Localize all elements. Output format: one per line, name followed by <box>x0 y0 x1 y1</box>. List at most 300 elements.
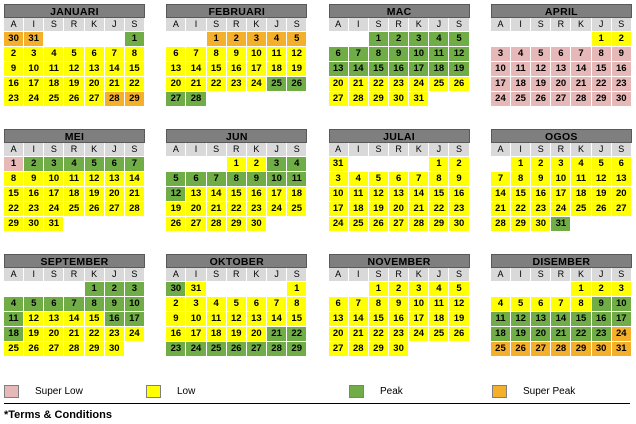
day-cell[interactable]: 4 <box>64 157 84 172</box>
day-cell[interactable]: 5 <box>166 172 186 187</box>
day-cell[interactable]: 9 <box>592 297 612 312</box>
day-cell[interactable]: 23 <box>449 202 469 217</box>
day-cell[interactable]: 15 <box>571 312 591 327</box>
day-cell[interactable]: 6 <box>186 172 206 187</box>
day-cell[interactable]: 17 <box>247 62 267 77</box>
day-cell[interactable]: 18 <box>429 62 449 77</box>
day-cell[interactable]: 4 <box>511 47 531 62</box>
day-cell[interactable]: 4 <box>287 157 307 172</box>
day-cell[interactable]: 10 <box>409 297 429 312</box>
day-cell[interactable]: 12 <box>592 172 612 187</box>
day-cell[interactable]: 4 <box>491 297 511 312</box>
day-cell[interactable]: 12 <box>227 312 247 327</box>
day-cell[interactable]: 22 <box>287 327 307 342</box>
day-cell[interactable]: 23 <box>166 342 186 357</box>
day-cell[interactable]: 30 <box>389 92 409 107</box>
day-cell[interactable]: 29 <box>511 217 531 232</box>
day-cell[interactable]: 11 <box>511 62 531 77</box>
day-cell[interactable]: 20 <box>85 77 105 92</box>
day-cell[interactable]: 27 <box>105 202 125 217</box>
day-cell[interactable]: 8 <box>369 47 389 62</box>
day-cell[interactable]: 25 <box>4 342 24 357</box>
day-cell[interactable]: 11 <box>287 172 307 187</box>
day-cell[interactable]: 27 <box>247 342 267 357</box>
day-cell[interactable]: 25 <box>491 342 511 357</box>
day-cell[interactable]: 31 <box>409 92 429 107</box>
day-cell[interactable]: 20 <box>186 202 206 217</box>
day-cell[interactable]: 6 <box>389 172 409 187</box>
day-cell[interactable]: 5 <box>369 172 389 187</box>
day-cell[interactable]: 3 <box>612 282 632 297</box>
day-cell[interactable]: 24 <box>409 77 429 92</box>
day-cell[interactable]: 28 <box>349 92 369 107</box>
day-cell[interactable]: 16 <box>4 77 24 92</box>
day-cell[interactable]: 25 <box>429 327 449 342</box>
day-cell[interactable]: 2 <box>4 47 24 62</box>
day-cell[interactable]: 7 <box>551 297 571 312</box>
day-cell[interactable]: 21 <box>571 77 591 92</box>
day-cell[interactable]: 26 <box>449 327 469 342</box>
day-cell[interactable]: 25 <box>429 77 449 92</box>
day-cell[interactable]: 24 <box>329 217 349 232</box>
day-cell[interactable]: 22 <box>125 77 145 92</box>
day-cell[interactable]: 30 <box>531 217 551 232</box>
day-cell[interactable]: 27 <box>166 92 186 107</box>
day-cell[interactable]: 18 <box>4 327 24 342</box>
day-cell[interactable]: 24 <box>24 92 44 107</box>
day-cell[interactable]: 22 <box>429 202 449 217</box>
day-cell[interactable]: 11 <box>349 187 369 202</box>
day-cell[interactable]: 4 <box>429 282 449 297</box>
day-cell[interactable]: 30 <box>166 282 186 297</box>
day-cell[interactable]: 7 <box>186 47 206 62</box>
day-cell[interactable]: 17 <box>125 312 145 327</box>
day-cell[interactable]: 23 <box>4 92 24 107</box>
day-cell[interactable]: 3 <box>125 282 145 297</box>
day-cell[interactable]: 22 <box>592 77 612 92</box>
day-cell[interactable]: 21 <box>125 187 145 202</box>
day-cell[interactable]: 10 <box>24 62 44 77</box>
day-cell[interactable]: 2 <box>612 32 632 47</box>
day-cell[interactable]: 8 <box>125 47 145 62</box>
day-cell[interactable]: 11 <box>64 172 84 187</box>
day-cell[interactable]: 7 <box>349 297 369 312</box>
day-cell[interactable]: 25 <box>64 202 84 217</box>
day-cell[interactable]: 23 <box>24 202 44 217</box>
day-cell[interactable]: 12 <box>449 47 469 62</box>
day-cell[interactable]: 1 <box>227 157 247 172</box>
day-cell[interactable]: 13 <box>105 172 125 187</box>
day-cell[interactable]: 4 <box>207 297 227 312</box>
day-cell[interactable]: 23 <box>592 327 612 342</box>
day-cell[interactable]: 28 <box>551 342 571 357</box>
day-cell[interactable]: 13 <box>329 312 349 327</box>
day-cell[interactable]: 22 <box>85 327 105 342</box>
day-cell[interactable]: 22 <box>207 77 227 92</box>
day-cell[interactable]: 23 <box>105 327 125 342</box>
day-cell[interactable]: 18 <box>64 187 84 202</box>
day-cell[interactable]: 6 <box>247 297 267 312</box>
day-cell[interactable]: 19 <box>24 327 44 342</box>
day-cell[interactable]: 20 <box>329 77 349 92</box>
day-cell[interactable]: 14 <box>409 187 429 202</box>
day-cell[interactable]: 21 <box>491 202 511 217</box>
day-cell[interactable]: 19 <box>531 77 551 92</box>
day-cell[interactable]: 19 <box>166 202 186 217</box>
day-cell[interactable]: 2 <box>449 157 469 172</box>
day-cell[interactable]: 19 <box>511 327 531 342</box>
day-cell[interactable]: 19 <box>64 77 84 92</box>
day-cell[interactable]: 21 <box>267 327 287 342</box>
day-cell[interactable]: 26 <box>511 342 531 357</box>
day-cell[interactable]: 10 <box>612 297 632 312</box>
day-cell[interactable]: 6 <box>612 157 632 172</box>
day-cell[interactable]: 29 <box>227 217 247 232</box>
day-cell[interactable]: 18 <box>44 77 64 92</box>
day-cell[interactable]: 25 <box>207 342 227 357</box>
day-cell[interactable]: 30 <box>247 217 267 232</box>
day-cell[interactable]: 1 <box>369 282 389 297</box>
day-cell[interactable]: 22 <box>227 202 247 217</box>
day-cell[interactable]: 15 <box>125 62 145 77</box>
day-cell[interactable]: 10 <box>409 47 429 62</box>
day-cell[interactable]: 16 <box>531 187 551 202</box>
day-cell[interactable]: 7 <box>491 172 511 187</box>
day-cell[interactable]: 8 <box>85 297 105 312</box>
day-cell[interactable]: 9 <box>24 172 44 187</box>
day-cell[interactable]: 2 <box>105 282 125 297</box>
day-cell[interactable]: 15 <box>287 312 307 327</box>
day-cell[interactable]: 20 <box>612 187 632 202</box>
day-cell[interactable]: 11 <box>571 172 591 187</box>
day-cell[interactable]: 5 <box>64 47 84 62</box>
day-cell[interactable]: 15 <box>369 312 389 327</box>
day-cell[interactable]: 31 <box>44 217 64 232</box>
day-cell[interactable]: 9 <box>4 62 24 77</box>
day-cell[interactable]: 12 <box>531 62 551 77</box>
day-cell[interactable]: 23 <box>389 327 409 342</box>
day-cell[interactable]: 30 <box>24 217 44 232</box>
day-cell[interactable]: 17 <box>267 187 287 202</box>
day-cell[interactable]: 22 <box>4 202 24 217</box>
day-cell[interactable]: 13 <box>166 62 186 77</box>
day-cell[interactable]: 21 <box>105 77 125 92</box>
day-cell[interactable]: 4 <box>44 47 64 62</box>
day-cell[interactable]: 18 <box>429 312 449 327</box>
day-cell[interactable]: 10 <box>267 172 287 187</box>
day-cell[interactable]: 3 <box>247 32 267 47</box>
day-cell[interactable]: 16 <box>592 312 612 327</box>
day-cell[interactable]: 24 <box>612 327 632 342</box>
day-cell[interactable]: 16 <box>612 62 632 77</box>
day-cell[interactable]: 18 <box>207 327 227 342</box>
day-cell[interactable]: 21 <box>64 327 84 342</box>
day-cell[interactable]: 14 <box>125 172 145 187</box>
day-cell[interactable]: 25 <box>287 202 307 217</box>
day-cell[interactable]: 15 <box>4 187 24 202</box>
day-cell[interactable]: 8 <box>227 172 247 187</box>
day-cell[interactable]: 10 <box>186 312 206 327</box>
day-cell[interactable]: 30 <box>105 342 125 357</box>
day-cell[interactable]: 12 <box>369 187 389 202</box>
day-cell[interactable]: 2 <box>227 32 247 47</box>
day-cell[interactable]: 3 <box>409 32 429 47</box>
day-cell[interactable]: 26 <box>592 202 612 217</box>
day-cell[interactable]: 7 <box>105 47 125 62</box>
day-cell[interactable]: 1 <box>207 32 227 47</box>
day-cell[interactable]: 7 <box>64 297 84 312</box>
day-cell[interactable]: 3 <box>267 157 287 172</box>
day-cell[interactable]: 21 <box>349 77 369 92</box>
day-cell[interactable]: 8 <box>207 47 227 62</box>
day-cell[interactable]: 22 <box>571 327 591 342</box>
day-cell[interactable]: 22 <box>369 327 389 342</box>
day-cell[interactable]: 17 <box>186 327 206 342</box>
day-cell[interactable]: 15 <box>429 187 449 202</box>
day-cell[interactable]: 11 <box>44 62 64 77</box>
day-cell[interactable]: 23 <box>612 77 632 92</box>
day-cell[interactable]: 15 <box>592 62 612 77</box>
day-cell[interactable]: 7 <box>267 297 287 312</box>
day-cell[interactable]: 24 <box>491 92 511 107</box>
day-cell[interactable]: 26 <box>227 342 247 357</box>
day-cell[interactable]: 13 <box>186 187 206 202</box>
day-cell[interactable]: 17 <box>329 202 349 217</box>
day-cell[interactable]: 15 <box>227 187 247 202</box>
day-cell[interactable]: 24 <box>125 327 145 342</box>
day-cell[interactable]: 11 <box>4 312 24 327</box>
day-cell[interactable]: 29 <box>4 217 24 232</box>
day-cell[interactable]: 1 <box>85 282 105 297</box>
day-cell[interactable]: 2 <box>247 157 267 172</box>
day-cell[interactable]: 31 <box>24 32 44 47</box>
day-cell[interactable]: 31 <box>612 342 632 357</box>
day-cell[interactable]: 24 <box>267 202 287 217</box>
day-cell[interactable]: 5 <box>287 32 307 47</box>
day-cell[interactable]: 21 <box>186 77 206 92</box>
day-cell[interactable]: 16 <box>247 187 267 202</box>
day-cell[interactable]: 12 <box>85 172 105 187</box>
day-cell[interactable]: 8 <box>4 172 24 187</box>
day-cell[interactable]: 9 <box>612 47 632 62</box>
day-cell[interactable]: 11 <box>429 297 449 312</box>
day-cell[interactable]: 6 <box>105 157 125 172</box>
day-cell[interactable]: 7 <box>125 157 145 172</box>
day-cell[interactable]: 19 <box>85 187 105 202</box>
day-cell[interactable]: 28 <box>186 92 206 107</box>
day-cell[interactable]: 23 <box>247 202 267 217</box>
day-cell[interactable]: 10 <box>44 172 64 187</box>
day-cell[interactable]: 20 <box>44 327 64 342</box>
day-cell[interactable]: 19 <box>369 202 389 217</box>
day-cell[interactable]: 14 <box>207 187 227 202</box>
day-cell[interactable]: 5 <box>531 47 551 62</box>
day-cell[interactable]: 4 <box>571 157 591 172</box>
day-cell[interactable]: 11 <box>491 312 511 327</box>
day-cell[interactable]: 3 <box>491 47 511 62</box>
day-cell[interactable]: 26 <box>166 217 186 232</box>
day-cell[interactable]: 12 <box>287 47 307 62</box>
day-cell[interactable]: 10 <box>329 187 349 202</box>
day-cell[interactable]: 29 <box>571 342 591 357</box>
day-cell[interactable]: 14 <box>349 312 369 327</box>
day-cell[interactable]: 26 <box>64 92 84 107</box>
day-cell[interactable]: 4 <box>267 32 287 47</box>
day-cell[interactable]: 1 <box>4 157 24 172</box>
day-cell[interactable]: 9 <box>105 297 125 312</box>
day-cell[interactable]: 9 <box>389 297 409 312</box>
day-cell[interactable]: 14 <box>551 312 571 327</box>
day-cell[interactable]: 3 <box>409 282 429 297</box>
day-cell[interactable]: 26 <box>85 202 105 217</box>
day-cell[interactable]: 24 <box>186 342 206 357</box>
day-cell[interactable]: 31 <box>329 157 349 172</box>
day-cell[interactable]: 26 <box>287 77 307 92</box>
day-cell[interactable]: 12 <box>64 62 84 77</box>
day-cell[interactable]: 28 <box>409 217 429 232</box>
day-cell[interactable]: 20 <box>389 202 409 217</box>
day-cell[interactable]: 25 <box>511 92 531 107</box>
day-cell[interactable]: 25 <box>267 77 287 92</box>
day-cell[interactable]: 20 <box>247 327 267 342</box>
day-cell[interactable]: 28 <box>491 217 511 232</box>
day-cell[interactable]: 15 <box>369 62 389 77</box>
day-cell[interactable]: 9 <box>389 47 409 62</box>
day-cell[interactable]: 16 <box>389 62 409 77</box>
day-cell[interactable]: 17 <box>24 77 44 92</box>
day-cell[interactable]: 14 <box>491 187 511 202</box>
day-cell[interactable]: 4 <box>429 32 449 47</box>
day-cell[interactable]: 8 <box>369 297 389 312</box>
day-cell[interactable]: 31 <box>551 217 571 232</box>
day-cell[interactable]: 27 <box>531 342 551 357</box>
day-cell[interactable]: 6 <box>329 47 349 62</box>
day-cell[interactable]: 21 <box>207 202 227 217</box>
day-cell[interactable]: 7 <box>409 172 429 187</box>
day-cell[interactable]: 17 <box>409 62 429 77</box>
day-cell[interactable]: 20 <box>329 327 349 342</box>
day-cell[interactable]: 3 <box>44 157 64 172</box>
day-cell[interactable]: 5 <box>511 297 531 312</box>
day-cell[interactable]: 1 <box>592 32 612 47</box>
day-cell[interactable]: 29 <box>369 92 389 107</box>
day-cell[interactable]: 26 <box>531 92 551 107</box>
day-cell[interactable]: 21 <box>409 202 429 217</box>
day-cell[interactable]: 5 <box>85 157 105 172</box>
day-cell[interactable]: 3 <box>551 157 571 172</box>
day-cell[interactable]: 17 <box>491 77 511 92</box>
day-cell[interactable]: 10 <box>247 47 267 62</box>
day-cell[interactable]: 2 <box>389 32 409 47</box>
day-cell[interactable]: 23 <box>227 77 247 92</box>
day-cell[interactable]: 1 <box>429 157 449 172</box>
day-cell[interactable]: 9 <box>531 172 551 187</box>
day-cell[interactable]: 16 <box>24 187 44 202</box>
day-cell[interactable]: 20 <box>531 327 551 342</box>
day-cell[interactable]: 27 <box>389 217 409 232</box>
day-cell[interactable]: 28 <box>105 92 125 107</box>
day-cell[interactable]: 29 <box>125 92 145 107</box>
day-cell[interactable]: 27 <box>551 92 571 107</box>
day-cell[interactable]: 13 <box>612 172 632 187</box>
day-cell[interactable]: 14 <box>186 62 206 77</box>
day-cell[interactable]: 28 <box>349 342 369 357</box>
day-cell[interactable]: 15 <box>207 62 227 77</box>
day-cell[interactable]: 16 <box>449 187 469 202</box>
day-cell[interactable]: 27 <box>186 217 206 232</box>
day-cell[interactable]: 5 <box>592 157 612 172</box>
day-cell[interactable]: 19 <box>592 187 612 202</box>
day-cell[interactable]: 27 <box>44 342 64 357</box>
day-cell[interactable]: 6 <box>551 47 571 62</box>
day-cell[interactable]: 25 <box>349 217 369 232</box>
day-cell[interactable]: 24 <box>44 202 64 217</box>
day-cell[interactable]: 12 <box>166 187 186 202</box>
day-cell[interactable]: 17 <box>44 187 64 202</box>
day-cell[interactable]: 13 <box>44 312 64 327</box>
day-cell[interactable]: 19 <box>449 62 469 77</box>
day-cell[interactable]: 2 <box>592 282 612 297</box>
day-cell[interactable]: 13 <box>531 312 551 327</box>
day-cell[interactable]: 14 <box>349 62 369 77</box>
day-cell[interactable]: 4 <box>4 297 24 312</box>
day-cell[interactable]: 18 <box>267 62 287 77</box>
day-cell[interactable]: 17 <box>612 312 632 327</box>
day-cell[interactable]: 8 <box>287 297 307 312</box>
day-cell[interactable]: 11 <box>429 47 449 62</box>
day-cell[interactable]: 10 <box>125 297 145 312</box>
day-cell[interactable]: 19 <box>449 312 469 327</box>
day-cell[interactable]: 26 <box>369 217 389 232</box>
day-cell[interactable]: 23 <box>389 77 409 92</box>
day-cell[interactable]: 5 <box>227 297 247 312</box>
day-cell[interactable]: 16 <box>389 312 409 327</box>
day-cell[interactable]: 11 <box>207 312 227 327</box>
day-cell[interactable]: 24 <box>409 327 429 342</box>
day-cell[interactable]: 30 <box>612 92 632 107</box>
day-cell[interactable]: 13 <box>85 62 105 77</box>
day-cell[interactable]: 22 <box>369 77 389 92</box>
terms-link[interactable]: *Terms & Conditions <box>4 409 112 421</box>
day-cell[interactable]: 18 <box>287 187 307 202</box>
day-cell[interactable]: 18 <box>349 202 369 217</box>
day-cell[interactable]: 1 <box>369 32 389 47</box>
day-cell[interactable]: 29 <box>592 92 612 107</box>
day-cell[interactable]: 26 <box>449 77 469 92</box>
day-cell[interactable]: 14 <box>267 312 287 327</box>
day-cell[interactable]: 17 <box>551 187 571 202</box>
day-cell[interactable]: 29 <box>369 342 389 357</box>
day-cell[interactable]: 20 <box>551 77 571 92</box>
day-cell[interactable]: 25 <box>571 202 591 217</box>
day-cell[interactable]: 27 <box>612 202 632 217</box>
day-cell[interactable]: 8 <box>592 47 612 62</box>
day-cell[interactable]: 5 <box>24 297 44 312</box>
day-cell[interactable]: 8 <box>571 297 591 312</box>
day-cell[interactable]: 16 <box>105 312 125 327</box>
day-cell[interactable]: 12 <box>511 312 531 327</box>
day-cell[interactable]: 5 <box>449 282 469 297</box>
day-cell[interactable]: 5 <box>449 32 469 47</box>
day-cell[interactable]: 12 <box>24 312 44 327</box>
day-cell[interactable]: 28 <box>207 217 227 232</box>
day-cell[interactable]: 1 <box>511 157 531 172</box>
day-cell[interactable]: 28 <box>64 342 84 357</box>
day-cell[interactable]: 13 <box>551 62 571 77</box>
day-cell[interactable]: 13 <box>329 62 349 77</box>
day-cell[interactable]: 16 <box>166 327 186 342</box>
day-cell[interactable]: 7 <box>349 47 369 62</box>
